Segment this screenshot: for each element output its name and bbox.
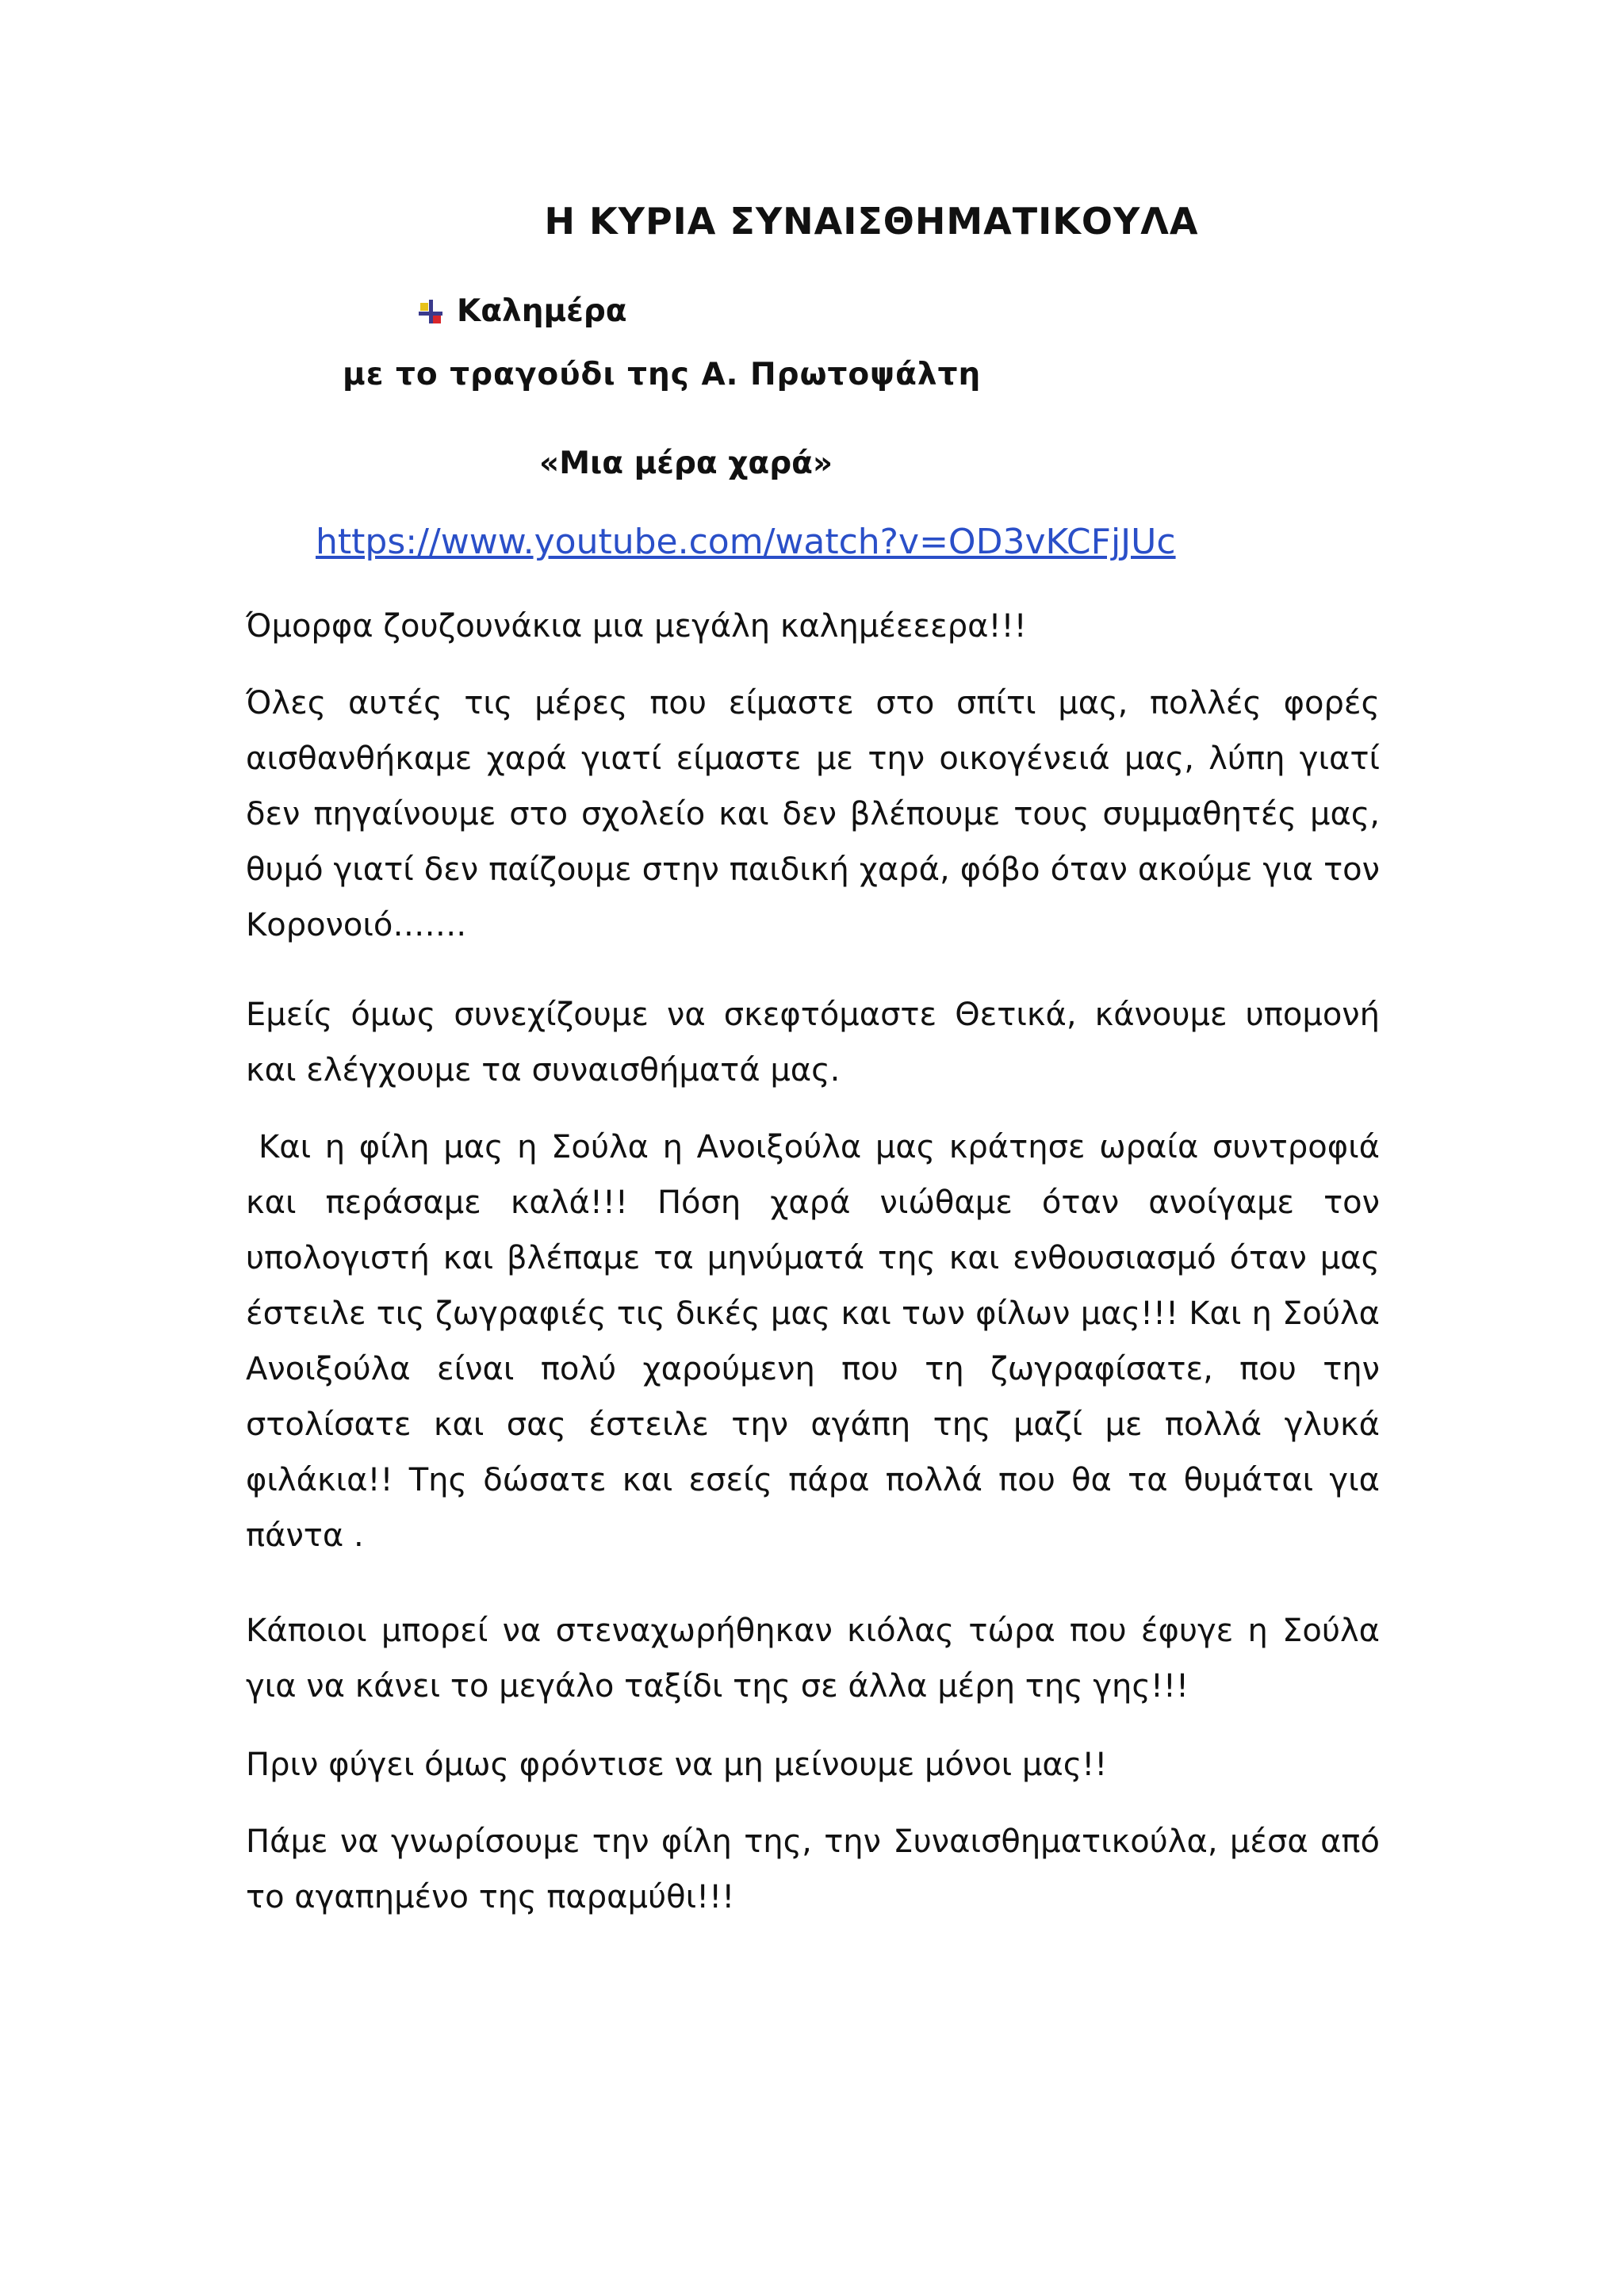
song-subtitle: με το τραγούδι της Α. Πρωτοψάλτη [343,357,982,392]
youtube-link[interactable]: https://www.youtube.com/watch?v=OD3vKCFjJUc [316,522,1176,562]
song-title: «Μια μέρα χαρά» [539,446,833,481]
paragraph-soula: Και η φίλη μας η Σούλα η Ανοιξούλα μας κράτησε ωραία συντροφιά και περάσαμε καλά!!! Πόση χαρά νιώθαμε όταν ανοίγαμε τον υπολογιστή και βλέπαμε τα μηνύματά της και ενθουσιασμό όταν μας έστειλε τις ζωγραφιές τις δικές μας και των φίλων μας!!! Και η Σούλα Ανοιξούλα είναι πολύ χαρούμενη που τη ζωγραφίσατε, που την στολίσατε και σας έστειλε την αγάπη της μαζί με πολλά γλυκά φιλάκια!! Της δώσατε και εσείς πάρα πολλά που θα τα θυμάται για πάντα . [246,1129,1380,1554]
cross-bullet-icon [419,300,442,323]
bullet-label: Καλημέρα [457,293,627,329]
paragraph-feelings: Όλες αυτές τις μέρες που είμαστε στο σπίτι μας, πολλές φορές αισθανθήκαμε χαρά γιατί είμαστε με την οικογένειά μας, λύπη γιατί δεν πηγαίνουμε στο σχολείο και δεν βλέπουμε τους συμμαθητές μας, θυμό γιατί δεν παίζουμε στην παιδική χαρά, φόβο όταν ακούμε για τον Κορονοιό……. [246,685,1380,943]
paragraph-not-alone: Πριν φύγει όμως φρόντισε να μη μείνουμε μόνοι μας!! [246,1747,1108,1783]
paragraph-story-intro: Πάμε να γνωρίσουμε την φίλη της, την Συναισθηματικούλα, μέσα από το αγαπημένο της παραμύθι!!! [246,1823,1380,1915]
paragraph-positive: Εμείς όμως συνεχίζουμε να σκεφτόμαστε Θετικά, κάνουμε υπομονή και ελέγχουμε τα συναισθήματά μας. [246,997,1380,1089]
bullet-line [419,293,627,329]
document-title: Η ΚΥΡΙΑ ΣΥΝΑΙΣΘΗΜΑΤΙΚΟΥΛΑ [544,200,1199,243]
paragraph-greeting: Όμορφα ζουζουνάκια μια μεγάλη καλημέεεερα!!! [246,608,1027,645]
paragraph-departure: Κάποιοι μπορεί να στεναχωρήθηκαν κιόλας τώρα που έφυγε η Σούλα για να κάνει το μεγάλο ταξίδι της σε άλλα μέρη της γης!!! [246,1613,1380,1705]
